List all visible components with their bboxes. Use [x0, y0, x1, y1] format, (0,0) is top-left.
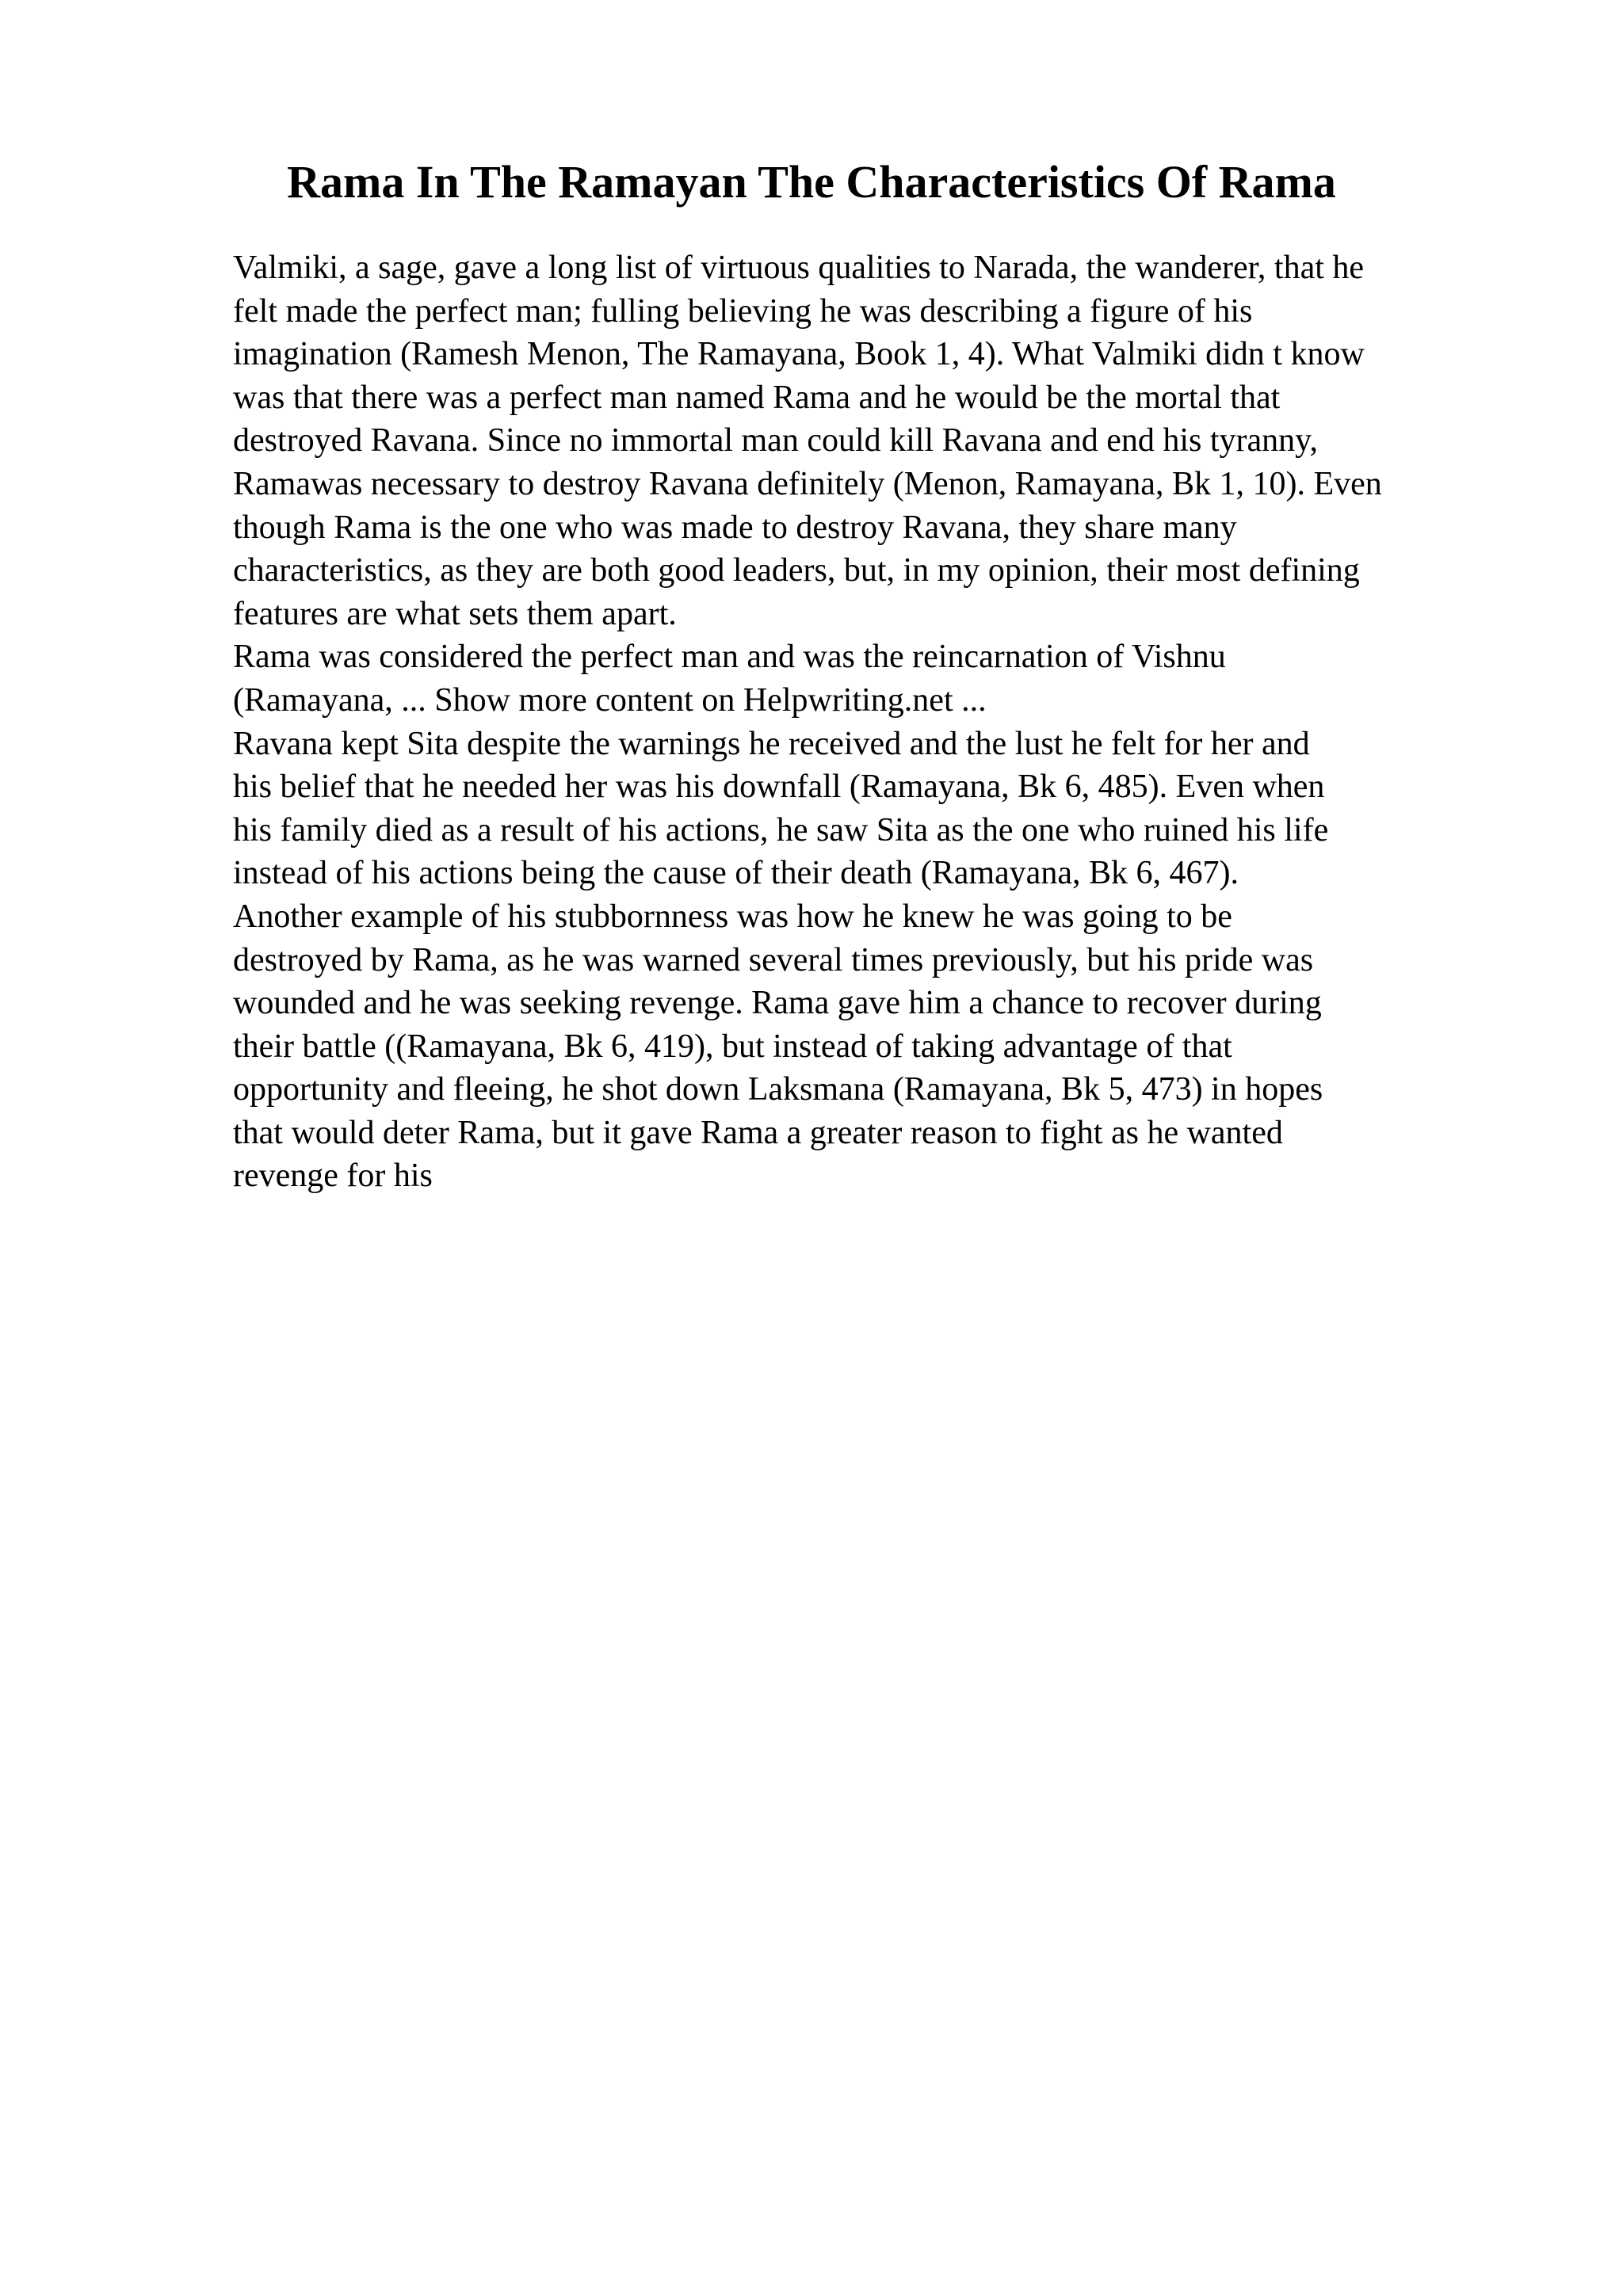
body-line: destroyed Ravana. Since no immortal man could kill Ravana and end his tyranny, — [233, 422, 1318, 460]
body-line: Ramawas necessary to destroy Ravana definitely (Menon, Ramayana, Bk 1, 10). Even — [233, 465, 1382, 502]
body-line: his belief that he needed her was his downfall (Ramayana, Bk 6, 485). Even when — [233, 769, 1325, 806]
body-line: was that there was a perfect man named Rama and he would be the mortal that — [233, 379, 1281, 416]
body-line: opportunity and fleeing, he shot down Laksmana (Ramayana, Bk 5, 473) in hopes — [233, 1071, 1323, 1108]
body-line: revenge for his — [233, 1158, 433, 1195]
body-line: (Ramayana, ... Show more content on Helpwriting.net ... — [233, 681, 987, 719]
body-line: his family died as a result of his actions, he saw Sita as the one who ruined his life — [233, 811, 1329, 849]
body-line: characteristics, as they are both good leaders, but, in my opinion, their most defining — [233, 552, 1360, 589]
body-line: destroyed by Rama, as he was warned several times previously, but his pride was — [233, 941, 1314, 978]
body-line: instead of his actions being the cause of their death (Ramayana, Bk 6, 467). — [233, 855, 1239, 892]
body-line: their battle ((Ramayana, Bk 6, 419), but instead of taking advantage of that — [233, 1028, 1232, 1065]
body-line: wounded and he was seeking revenge. Rama gave him a chance to recover during — [233, 985, 1322, 1022]
body-line: Valmiki, a sage, gave a long list of virtuous qualities to Narada, the wanderer, that he — [233, 250, 1365, 286]
body-line: Ravana kept Sita despite the warnings he received and the lust he felt for her and — [233, 725, 1310, 762]
body-line: though Rama is the one who was made to destroy Ravana, they share many — [233, 509, 1237, 546]
body-line: felt made the perfect man; fulling believing he was describing a figure of his — [233, 292, 1253, 330]
document-title: Rama In The Ramayan The Characteristics Of Rama — [287, 156, 1336, 208]
body-line: that would deter Rama, but it gave Rama a greater reason to fight as he wanted — [233, 1114, 1283, 1151]
body-line: imagination (Ramesh Menon, The Ramayana, Book 1, 4). What Valmiki didn t know — [233, 336, 1365, 373]
body-line: features are what sets them apart. — [233, 595, 677, 632]
body-line: Another example of his stubbornness was how he knew he was going to be — [233, 898, 1232, 935]
body-line: Rama was considered the perfect man and was the reincarnation of Vishnu — [233, 639, 1226, 676]
document-body — [233, 246, 1533, 1198]
